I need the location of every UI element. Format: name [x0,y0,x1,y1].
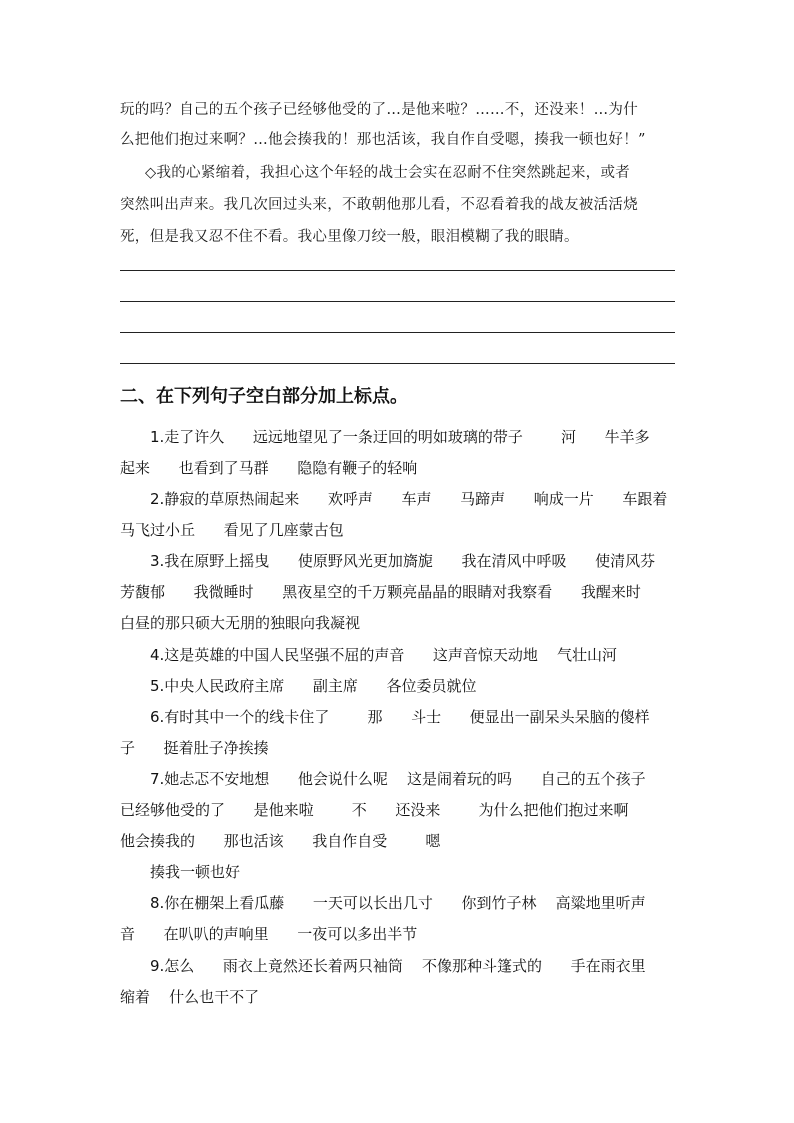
question-line: 缩着 什么也干不了 [120,988,260,1006]
question-line: 5.中央人民政府主席 副主席 各位委员就位 [150,677,477,695]
question-line: 4.这是英雄的中国人民坚强不屈的声音 这声音惊天动地 气壮山河 [150,646,617,664]
section-heading: 二、在下列句子空白部分加上标点。 [120,386,408,407]
question-line: 揍我一顿也好 [150,863,241,881]
question-line: 白昼的那只硕大无朋的独眼向我凝视 [120,614,361,632]
question-line: 他会揍我的 那也活该 我自作自受 嗯 [120,832,441,850]
question-line: 9.怎么 雨衣上竟然还长着两只袖筒 不像那种斗篷式的 手在雨衣里 [150,957,646,975]
question-line: 3.我在原野上摇曳 使原野风光更加旖旎 我在清风中呼吸 使清风芬 [150,552,656,570]
question-line: 马飞过小丘 看见了几座蒙古包 [120,521,344,539]
passage-line: 么把他们抱过来啊？…他会揍我的！那也活该，我自作自受嗯，揍我一顿也好！” [120,132,646,148]
question-line: 起来 也看到了马群 隐隐有鞭子的轻响 [120,459,418,477]
question-line: 7.她忐忑不安地想 他会说什么呢 这是闹着玩的吗 自己的五个孩子 [150,770,646,788]
answer-line[interactable] [120,270,675,271]
answer-line[interactable] [120,363,675,364]
passage-line: ◇我的心紧缩着，我担心这个年轻的战士会实在忍耐不住突然跳起来，或者 [145,165,631,181]
question-line: 8.你在棚架上看瓜藤 一天可以长出几寸 你到竹子林 高粱地里听声 [150,894,646,912]
question-line: 音 在叭叭的声响里 一夜可以多出半节 [120,925,418,943]
answer-line[interactable] [120,332,675,333]
passage-line: 玩的吗？自己的五个孩子已经够他受的了…是他来啦？……不，还没来！…为什 [120,102,638,118]
answer-line[interactable] [120,301,675,302]
question-line: 芳馥郁 我微睡时 黑夜星空的千万颗亮晶晶的眼睛对我察看 我醒来时 [120,583,641,601]
question-line: 子 挺着肚子净挨揍 [120,739,269,757]
passage-line: 突然叫出声来。我几次回过头来，不敢朝他那儿看，不忍看着我的战友被活活烧 [120,197,638,213]
passage-line: 死，但是我又忍不住不看。我心里像刀绞一般，眼泪模糊了我的眼睛。 [120,229,579,245]
question-line: 已经够他受的了 是他来啦 不 还没来 为什么把他们抱过来啊 [120,801,629,819]
question-line: 1.走了许久 远远地望见了一条迂回的明如玻璃的带子 河 牛羊多 [150,428,650,446]
question-line: 2.静寂的草原热闹起来 欢呼声 车声 马蹄声 响成一片 车跟着 [150,490,668,508]
question-line: 6.有时其中一个的线卡住了 那 斗士 便显出一副呆头呆脑的傻样 [150,708,650,726]
